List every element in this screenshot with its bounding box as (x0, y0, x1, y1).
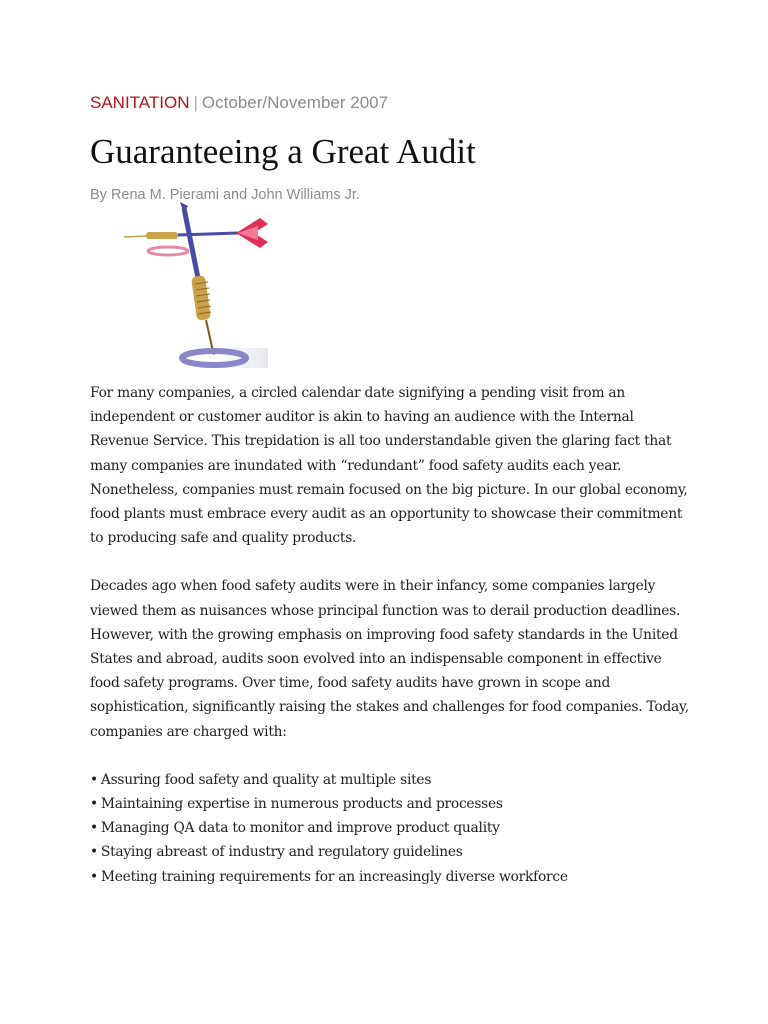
list-item (90, 840, 690, 864)
bullet-marker: • (90, 796, 98, 813)
kicker-separator: | (193, 93, 198, 112)
section-label[interactable]: SANITATION (90, 93, 190, 112)
list-item-text: Assuring food safety and quality at multiple sites (100, 771, 432, 788)
article-kicker (90, 92, 388, 114)
bullet-marker: • (90, 844, 98, 861)
paragraph: For many companies, a circled calendar date signifying a pending visit from an independent or customer auditor is akin to having an audience with the Internal Revenue Service. This trepidation is all too understandable given the glaring fact that many companies are inundated with “redundant” food safety audits each year. Nonetheless, companies must remain focused on the big picture. In our global economy, food plants must embrace every audit as an opportunity to showcase their commitment to producing safe and quality products. (90, 385, 688, 547)
article-title: Guaranteeing a Great Audit (90, 132, 476, 171)
list-item (90, 816, 690, 840)
article-byline: By Rena M. Pierami and John Williams Jr. (90, 187, 360, 203)
list-item-text: Maintaining expertise in numerous products and processes (100, 796, 503, 813)
bullet-marker: • (90, 820, 98, 837)
article-body (90, 381, 690, 889)
list-item-text: Meeting training requirements for an increasingly diverse workforce (100, 868, 568, 885)
dart-bullseye-icon (118, 200, 268, 372)
list-item-text: Managing QA data to monitor and improve product quality (100, 820, 500, 837)
paragraph: Decades ago when food safety audits were in their infancy, some companies largely viewed them as nuisances whose principal function was to derail production deadlines. However, with the growing emphasis on improving food safety standards in the United States and abroad, audits soon evolved into an indispensable component in effective food safety programs. Over time, food safety audits have grown in scope and sophistication, significantly raising the stakes and challenges for food companies. Today, companies are charged with: (90, 578, 689, 740)
list-item (90, 768, 690, 792)
bullet-marker: • (90, 771, 98, 788)
bullet-list (90, 768, 690, 889)
bullet-marker: • (90, 868, 98, 885)
list-item (90, 792, 690, 816)
list-item-text: Staying abreast of industry and regulatory guidelines (100, 844, 463, 861)
list-item (90, 865, 690, 889)
issue-date: October/November 2007 (201, 93, 389, 112)
